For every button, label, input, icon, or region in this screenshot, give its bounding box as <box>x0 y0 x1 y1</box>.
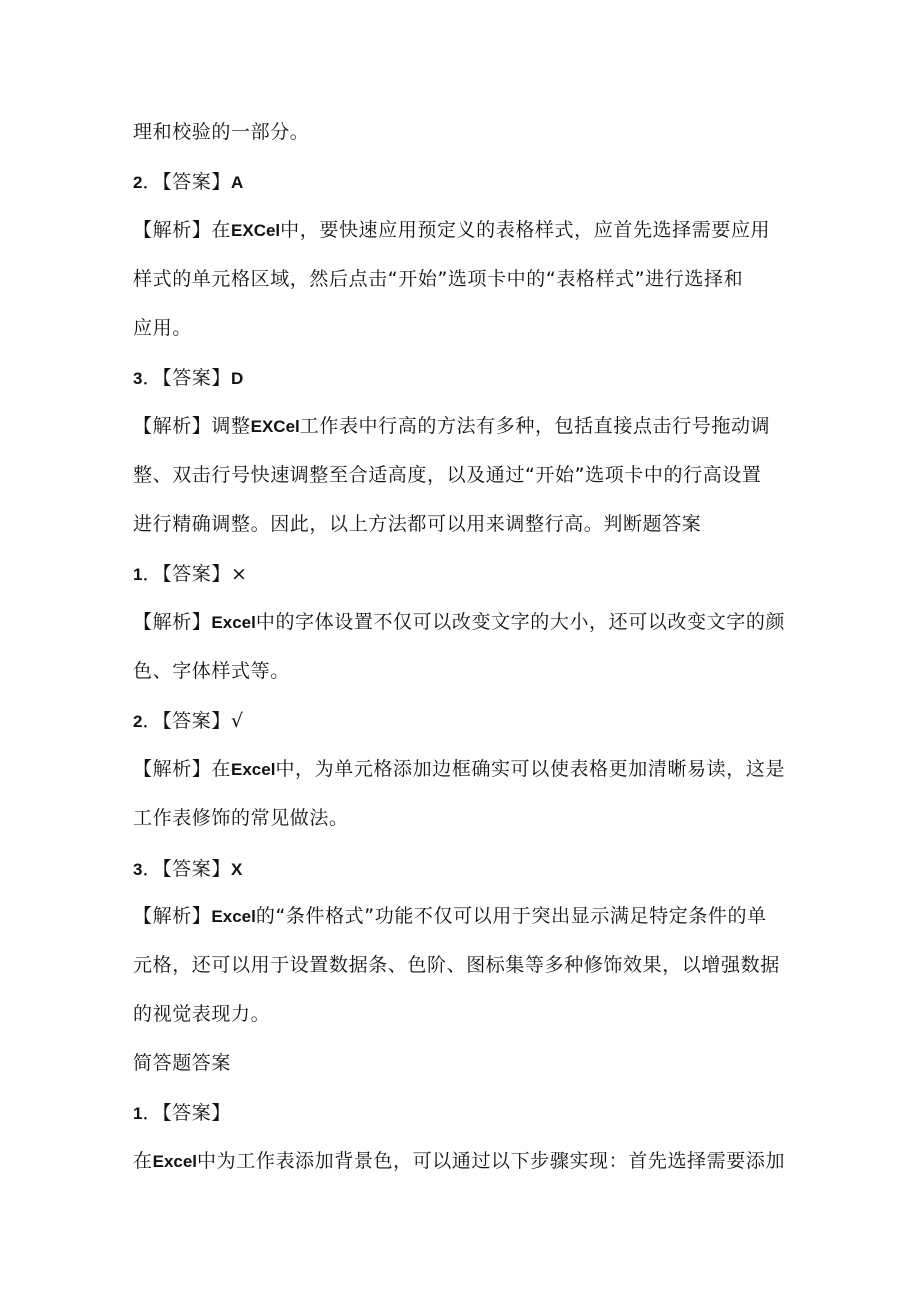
answer-line: 3．【答案】D <box>133 367 244 389</box>
text-line: 色、字体样式等。 <box>133 660 290 682</box>
analysis-line: 【解析】在Excel中，为单元格添加边框确实可以使表格更加清晰易读，这是 <box>133 758 786 780</box>
text-line: 进行精确调整。因此，以上方法都可以用来调整行高。判断题答案 <box>133 513 702 535</box>
text-line: 元格，还可以用于设置数据条、色阶、图标集等多种修饰效果，以增强数据 <box>133 954 780 976</box>
item-number: 3 <box>133 860 143 879</box>
answer-line: 2．【答案】A <box>133 171 244 193</box>
analysis-line: 【解析】在EXCel中，要快速应用预定义的表格样式，应首先选择需要应用 <box>133 219 771 241</box>
answer-value: × <box>230 563 248 585</box>
text-line: 工作表修饰的常见做法。 <box>133 807 349 829</box>
text-line: 的视觉表现力。 <box>133 1003 271 1025</box>
answer-value: X <box>230 860 243 879</box>
section-heading: 简答题答案 <box>133 1052 232 1074</box>
item-number: 1 <box>133 565 143 584</box>
text-line: 整、双击行号快速调整至合适高度，以及通过“开始”选项卡中的行高设置 <box>133 464 762 486</box>
item-number: 1 <box>133 1104 143 1123</box>
item-number: 2 <box>133 712 143 731</box>
analysis-line: 【解析】调整EXCel工作表中行高的方法有多种，包括直接点击行号拖动调 <box>133 415 771 437</box>
text-line: 样式的单元格区域，然后点击“开始”选项卡中的“表格样式”进行选择和 <box>133 268 744 290</box>
answer-line: 1．【答案】× <box>133 563 248 585</box>
answer-line: 3．【答案】X <box>133 858 243 880</box>
answer-line: 2．【答案】√ <box>133 710 244 732</box>
analysis-line: 【解析】Excel中的字体设置不仅可以改变文字的大小，还可以改变文字的颜 <box>133 611 786 633</box>
answer-value: D <box>230 369 244 388</box>
item-number: 3 <box>133 369 143 388</box>
text-line: 理和校验的一部分。 <box>133 121 310 143</box>
analysis-line: 【解析】Excel的“条件格式”功能不仅可以用于突出显示满足特定条件的单 <box>133 905 767 927</box>
answer-value: A <box>230 173 244 192</box>
answer-line: 1．【答案】 <box>133 1102 231 1124</box>
item-number: 2 <box>133 173 143 192</box>
answer-value: √ <box>230 710 244 732</box>
text-line: 应用。 <box>133 317 192 339</box>
text-line: 在Excel中为工作表添加背景色，可以通过以下步骤实现：首先选择需要添加 <box>133 1150 786 1172</box>
